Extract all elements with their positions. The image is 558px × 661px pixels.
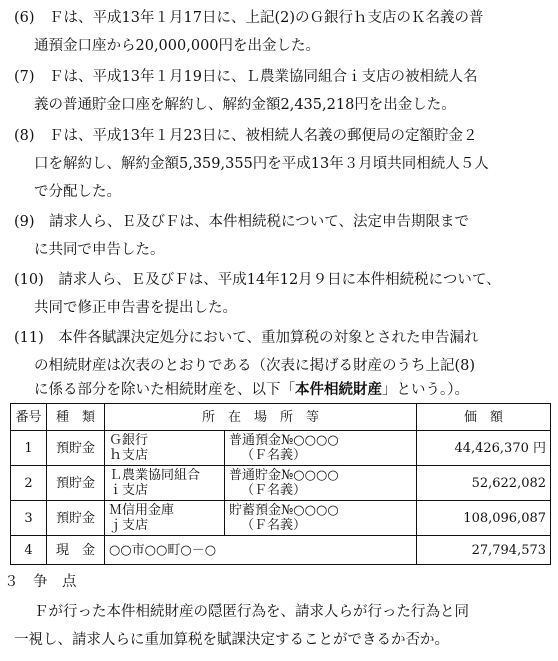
cell-number: 3 — [11, 501, 47, 536]
section-heading: ３ 争 点 — [4, 574, 77, 590]
cell-value: 52,622,082 — [417, 466, 551, 501]
cell-type: 預貯金 — [47, 501, 105, 536]
account-number: 普通預金№○○○○ — [229, 433, 339, 448]
cell-value: 27,794,573 — [417, 536, 551, 565]
paragraph-line: (8) Ｆは、平成13年１月23日に、被相続人名義の郵便局の定額貯金２ — [14, 128, 478, 144]
defined-term: 本件相続財産 — [295, 382, 382, 398]
cell-place — [105, 501, 225, 536]
cell-value: 108,096,087 — [417, 501, 551, 536]
line-text: に係る部分を除いた相続財産を、以下「 — [34, 382, 295, 398]
cell-account — [225, 466, 417, 501]
header-value: 価 額 — [417, 404, 551, 431]
paragraph-line: Ｆが行った本件相続財産の隠匿行為を、請求人らが行った行為と同 — [34, 604, 469, 620]
table-row — [11, 501, 551, 536]
paragraph-line: (9) 請求人ら、Ｅ及びＦは、本件相続税について、法定申告期限まで — [14, 214, 469, 230]
paragraph-line: 口を解約し、解約金額5,359,355円を平成13年３月頃共同相続人５人 — [34, 156, 489, 172]
branch-name: ｈ支店 — [109, 448, 149, 463]
assets-table — [10, 403, 551, 565]
place-name: Ｌ農業協同組合 — [109, 468, 201, 483]
account-number: 普通貯金№○○○○ — [229, 468, 339, 483]
paragraph-line: で分配した。 — [34, 184, 121, 200]
cell-value: 44,426,370 円 — [417, 431, 551, 466]
paragraph-line: 義の普通貯金口座を解約し、解約金額2,435,218円を出金した。 — [34, 97, 456, 113]
paragraph-line: (6) Ｆは、平成13年１月17日に、上記(2)のＧ銀行ｈ支店のＫ名義の普 — [14, 10, 484, 26]
cell-number: 1 — [11, 431, 47, 466]
paragraph-line: 通預金口座から20,000,000円を出金した。 — [34, 38, 321, 54]
account-number: 貯蓄預金№○○○○ — [229, 503, 339, 518]
cell-number: 4 — [11, 536, 47, 565]
line-text: 」という。）。 — [382, 382, 469, 398]
cell-type: 預貯金 — [47, 431, 105, 466]
branch-name: ｊ支店 — [109, 518, 149, 533]
table-row — [11, 466, 551, 501]
cell-place — [105, 431, 225, 466]
branch-name: ｉ支店 — [109, 483, 149, 498]
paragraph-line: (11) 本件各賦課決定処分において、重加算税の対象とされた申告漏れ — [14, 330, 479, 346]
account-holder: （Ｆ名義） — [241, 448, 307, 463]
cell-place — [105, 466, 225, 501]
cell-type: 預貯金 — [47, 466, 105, 501]
paragraph-line: の相続財産は次表のとおりである（次表に掲げる財産のうち上記(8) — [34, 358, 476, 374]
header-location: 所 在 場 所 等 — [105, 404, 417, 431]
account-holder: （Ｆ名義） — [241, 518, 307, 533]
table-header-row — [11, 404, 551, 431]
cell-account — [225, 431, 417, 466]
account-holder: （Ｆ名義） — [241, 483, 307, 498]
header-type: 種 類 — [47, 404, 105, 431]
paragraph-line: 共同で修正申告書を提出した。 — [34, 300, 237, 316]
cell-place: ○○市○○町○－○ — [105, 536, 417, 565]
place-name: Ｍ信用金庫 — [109, 503, 175, 518]
paragraph-line: に共同で申告した。 — [34, 242, 165, 258]
paragraph-line: (10) 請求人ら、Ｅ及びＦは、平成14年12月９日に本件相続税について、 — [14, 272, 501, 288]
paragraph-line — [34, 380, 469, 400]
paragraph-line: 一視し、請求人らに重加算税を賦課決定することができるか否か。 — [14, 632, 449, 648]
table-row — [11, 536, 551, 565]
cell-number: 2 — [11, 466, 47, 501]
cell-account — [225, 501, 417, 536]
paragraph-line: (7) Ｆは、平成13年１月19日に、Ｌ農業協同組合ｉ支店の被相続人名 — [14, 69, 478, 85]
cell-type: 現 金 — [47, 536, 105, 565]
table-row — [11, 431, 551, 466]
header-number: 番号 — [11, 404, 47, 431]
place-name: Ｇ銀行 — [109, 433, 149, 448]
